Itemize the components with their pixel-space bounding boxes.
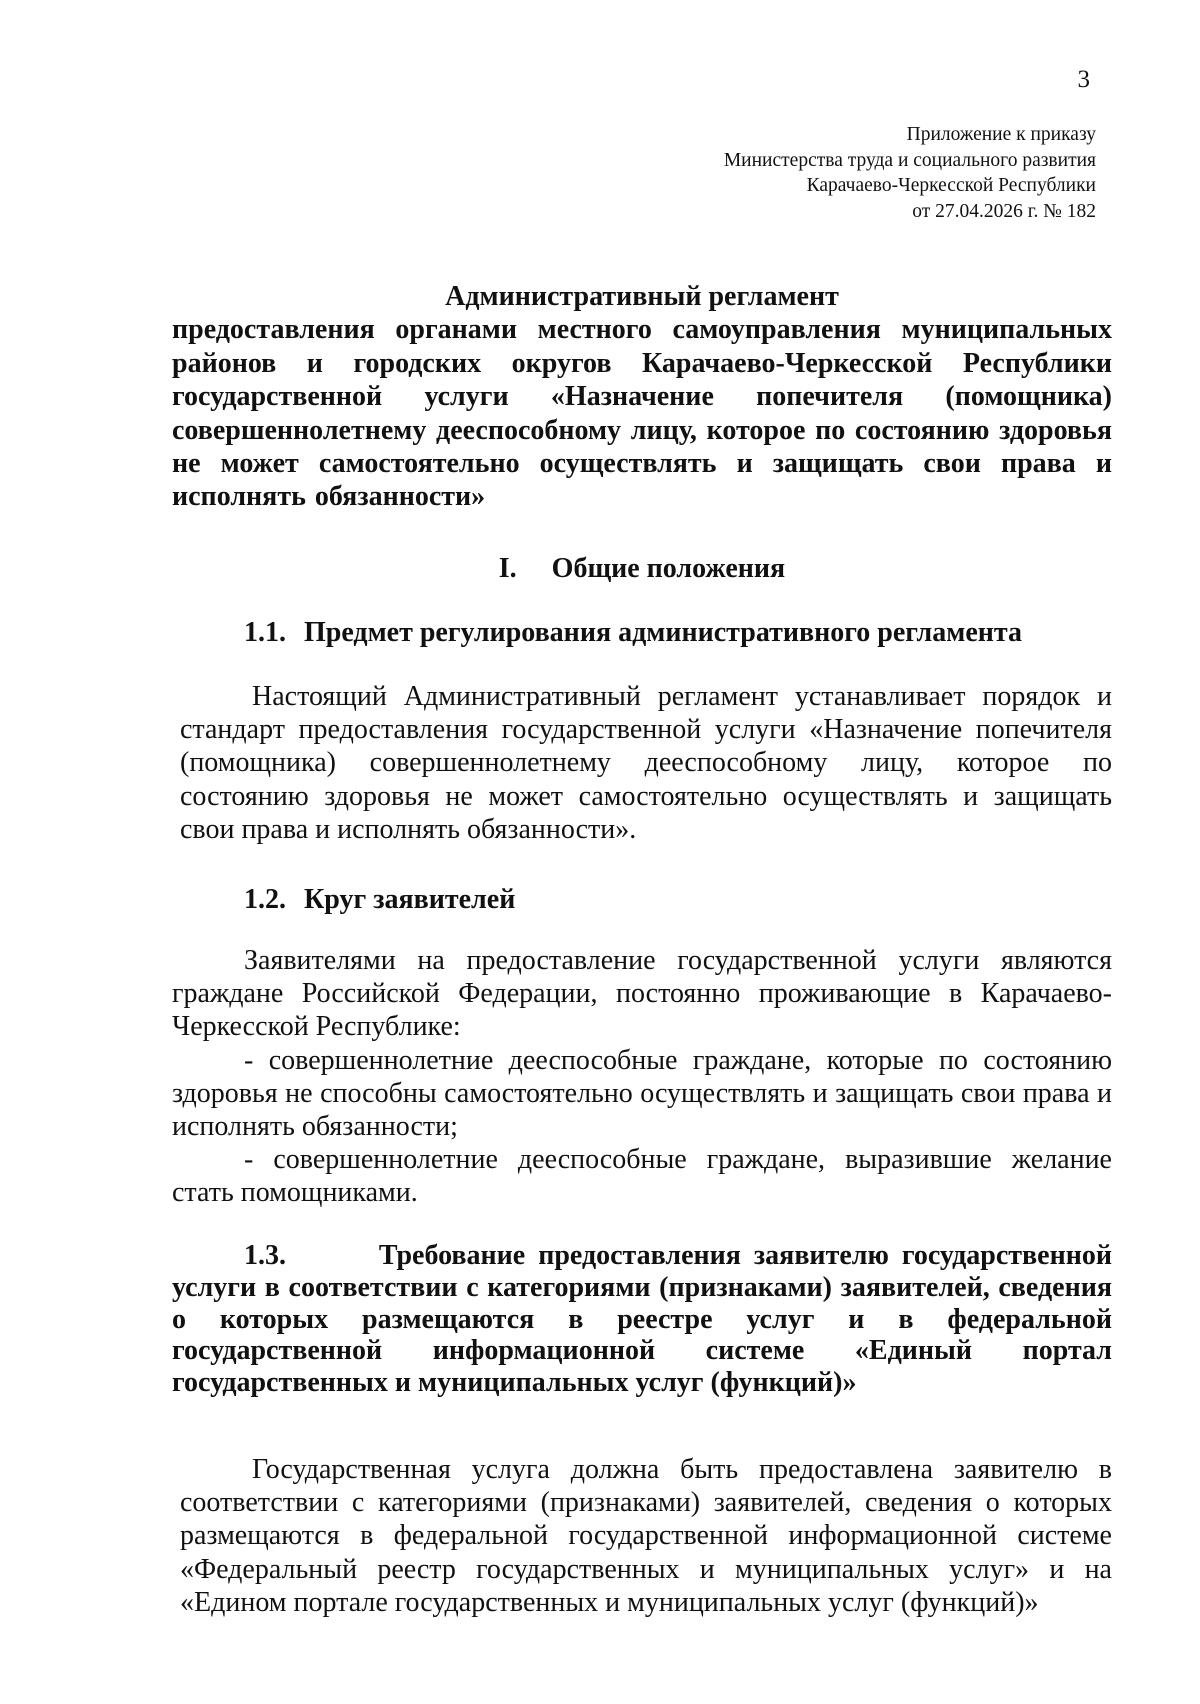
appendix-line-2: Министерства труда и социального развития bbox=[723, 149, 1096, 171]
paragraph-text: Государственная услуга должна быть предоставлена заявителю в соответствии с категориями (признаками) заявителей, сведения о которых размещаются в федеральной государственной информационной системе «Федеральный реестр государственных и муниципальных услуг» и на «Едином портале государственных и муниципальных услуг (функций)» bbox=[180, 1454, 1112, 1618]
paragraph-1-1 bbox=[180, 680, 1112, 846]
subsection-heading-1-3 bbox=[172, 1240, 1112, 1399]
appendix-line-3: Карачаево-Черкесской Республики bbox=[806, 175, 1096, 196]
section-heading-general: I. Общие положения bbox=[498, 553, 786, 584]
page-number: 3 bbox=[1077, 66, 1090, 93]
paragraph-text: - совершеннолетние дееспособные граждане, выразившие желание стать помощниками. bbox=[172, 1144, 1112, 1209]
subsection-number: 1.1. bbox=[244, 617, 286, 648]
subsection-number: 1.3. bbox=[244, 1240, 286, 1271]
appendix-reference bbox=[724, 122, 1096, 224]
paragraph-1-2 bbox=[172, 944, 1112, 1210]
subsection-title: Требование предоставления заявителю государственной услуги в соответствии с категориями (признаками) заявителей, сведения о которых размещаются в реестре услуг и в федеральной государственной информационной системе «Единый портал государственных и муниципальных услуг (функций)» bbox=[172, 1240, 1113, 1399]
subsection-heading-1-2 bbox=[172, 883, 1112, 916]
paragraph-text: Заявителями на предоставление государственной услуги являются граждане Российской Федерации, постоянно проживающие в Карачаево-Черкесской Республике: bbox=[172, 945, 1112, 1043]
subsection-title: Круг заявителей bbox=[304, 884, 516, 915]
paragraph-1-3 bbox=[180, 1453, 1112, 1619]
title-subtitle: предоставления органами местного самоуправления муниципальных районов и городских округов Карачаево-Черкесской Республики государственной услуги «Назначение попечителя (помощника) совершеннолетнему дееспособному лицу, которое по состоянию здоровья не может самостоятельно осуществлять и защищать свои права и исполнять обязанности» bbox=[172, 314, 1112, 513]
appendix-line-4: от 27.04.2026 г. № 182 bbox=[912, 200, 1096, 222]
paragraph-text: Настоящий Административный регламент устанавливает порядок и стандарт предоставления государственной услуги «Назначение попечителя (помощника) совершеннолетнему дееспособному лицу, которое по состоянию здоровья не может самостоятельно осуществлять и защищать свои права и исполнять обязанности». bbox=[180, 681, 1112, 845]
title-main: Административный регламент bbox=[445, 281, 839, 312]
appendix-line-1: Приложение к приказу bbox=[906, 124, 1096, 145]
document-title bbox=[172, 280, 1112, 514]
subsection-title: Предмет регулирования административного регламента bbox=[304, 617, 1022, 648]
paragraph-text: - совершеннолетние дееспособные граждане, которые по состоянию здоровья не способны самостоятельно осуществлять и защищать свои права и исполнять обязанности; bbox=[172, 1044, 1112, 1143]
subsection-heading-1-1 bbox=[172, 616, 1112, 649]
subsection-number: 1.2. bbox=[244, 884, 286, 915]
